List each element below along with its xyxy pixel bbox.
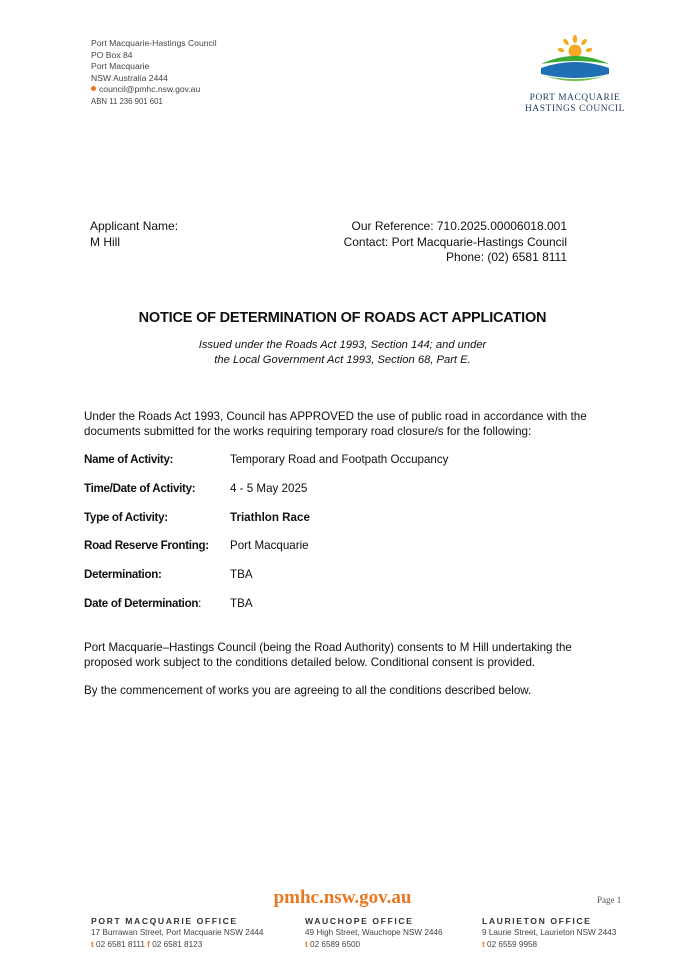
office-phone: 02 6581 8111 [96,939,145,949]
logo-line-1: PORT MACQUARIE [529,93,621,103]
contact: Contact: Port Macquarie-Hastings Council [343,234,567,249]
field-value-activity-type: Triathlon Race [230,511,310,524]
field-value-determination: TBA [230,568,253,581]
commencement-paragraph: By the commencement of works you are agreeing to all the conditions described below. [84,684,532,697]
phone: Phone: (02) 6581 8111 [446,250,567,264]
office-address: 49 High Street, Wauchope NSW 2446 [305,928,443,938]
office-address: 17 Burrawan Street, Port Macquarie NSW 2444 [91,928,264,938]
our-reference: Our Reference: 710.2025.00006018.001 [351,219,567,233]
consent-paragraph [84,641,624,670]
field-value-time-date: 4 - 5 May 2025 [230,482,308,495]
field-value-road-reserve: Port Macquarie [230,539,309,552]
determination-date-label-text: Date of Determination [84,597,199,610]
office-fax: 02 6581 8123 [152,939,203,949]
field-label-activity-type: Type of Activity: [84,511,168,524]
phone-label: t [482,939,485,949]
footer-website[interactable]: pmhc.nsw.gov.au [273,887,412,908]
intro-line-2: documents submitted for the works requiring temporary road closure/s for the following: [84,424,532,438]
office-address: 9 Laurie Street, Laurieton NSW 2443 [482,928,617,938]
council-logo-icon [535,34,615,86]
page-number: Page 1 [597,895,622,905]
applicant-name: M Hill [90,234,120,249]
field-label-activity-name: Name of Activity: [84,453,174,466]
determination-date-colon: : [198,597,202,610]
logo-line-2: HASTINGS COUNCIL [525,104,625,114]
logo-text [520,93,630,115]
council-state: NSW Australia 2444 [91,72,168,83]
council-po-box: PO Box 84 [91,49,133,60]
phone-label: t [91,939,94,949]
email-bullet-icon [91,86,96,91]
approval-intro [84,410,624,439]
council-abn: ABN 11 236 901 601 [91,96,163,106]
applicant-label: Applicant Name: [90,219,179,233]
council-city: Port Macquarie [91,61,150,72]
reference-block [344,219,567,266]
council-logo [520,34,630,115]
consent-line-2: proposed work subject to the conditions detailed below. Conditional consent is provided. [84,655,536,669]
issued-line-1: Issued under the Roads Act 1993, Section 144; and under [198,339,487,351]
council-name: Port Macquarie-Hastings Council [91,38,217,48]
field-value-determination-date: TBA [230,597,253,610]
intro-line-1: Under the Roads Act 1993, Council has APPROVED the use of public road in accordance with the [84,410,587,423]
office-port-macquarie [91,916,263,950]
council-email-row [91,84,217,96]
field-label-determination-date [84,597,201,610]
field-label-road-reserve: Road Reserve Fronting: [84,539,209,552]
office-contact [305,939,443,950]
field-label-determination: Determination: [84,568,162,581]
office-laurieton [482,916,616,950]
field-label-time-date: Time/Date of Activity: [84,482,196,495]
office-name: WAUCHOPE OFFICE [305,916,414,926]
field-value-activity-name: Temporary Road and Footpath Occupancy [230,453,449,466]
phone-label: t [305,939,308,949]
council-address-block [91,38,217,108]
office-contact [482,939,616,950]
office-phone: 02 6559 9958 [487,939,538,949]
issued-line-2: the Local Government Act 1993, Section 68, Part E. [214,353,471,366]
applicant-block [90,219,178,250]
consent-line-1: Port Macquarie–Hastings Council (being the Road Authority) consents to M Hill undertaking the [84,641,572,654]
notice-title: NOTICE OF DETERMINATION OF ROADS ACT APPLICATION [138,310,547,326]
office-phone: 02 6589 6500 [310,939,361,949]
issued-under [0,338,685,367]
office-name: PORT MACQUARIE OFFICE [91,916,238,926]
office-contact [91,939,263,950]
fax-label: f [147,939,150,949]
council-email[interactable]: council@pmhc.nsw.gov.au [99,84,201,95]
office-name: LAURIETON OFFICE [482,916,592,926]
office-wauchope [305,916,443,950]
